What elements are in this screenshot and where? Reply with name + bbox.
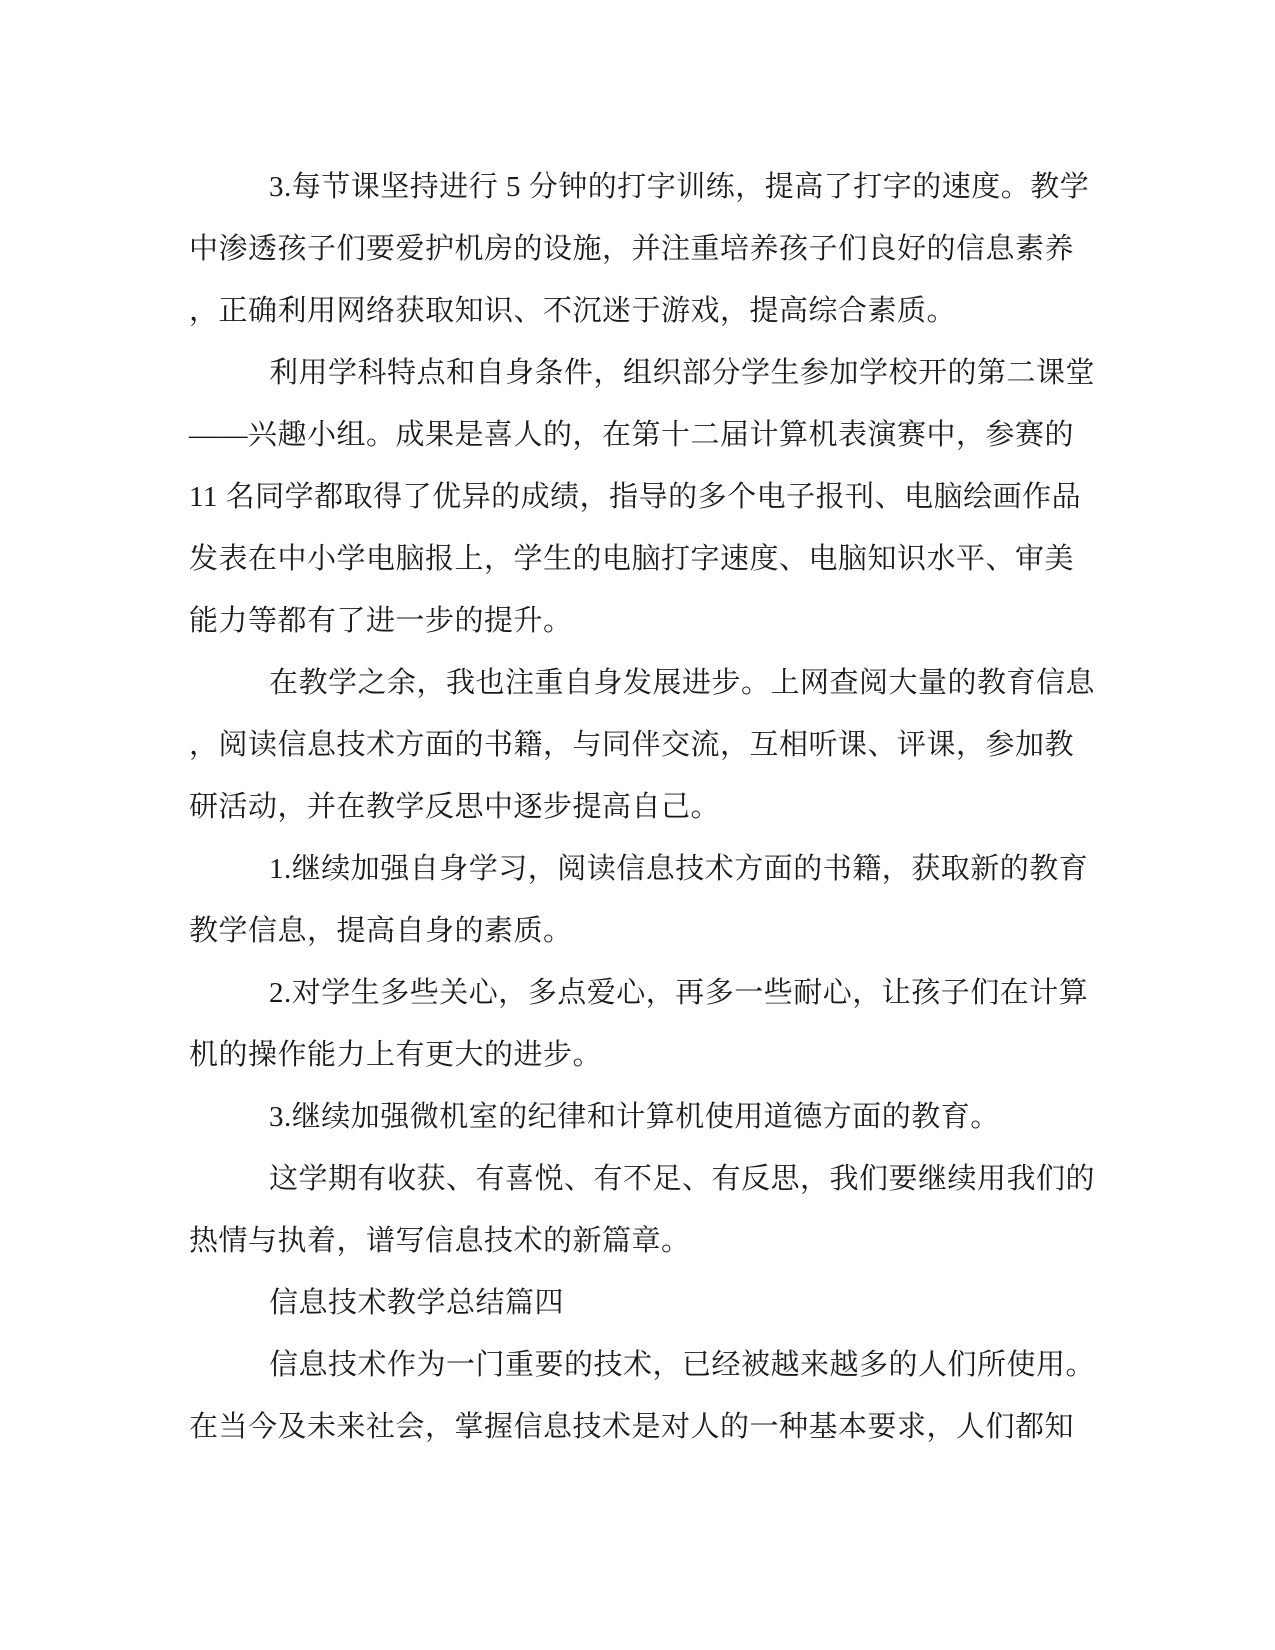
paragraph bbox=[189, 1334, 1095, 1458]
text-line: 在教学之余，我也注重自身发展进步。上网查阅大量的教育信息 bbox=[269, 667, 1096, 699]
text-line: 能力等都有了进一步的提升。 bbox=[189, 605, 573, 637]
text-line: 这学期有收获、有喜悦、有不足、有反思，我们要继续用我们的 bbox=[269, 1163, 1096, 1195]
text-line: 研活动，并在教学反思中逐步提高自己。 bbox=[189, 791, 721, 823]
paragraph bbox=[189, 838, 1095, 962]
text-line: 利用学科特点和自身条件，组织部分学生参加学校开的第二课堂 bbox=[269, 357, 1096, 389]
text-line: 3.继续加强微机室的纪律和计算机使用道德方面的教育。 bbox=[269, 1101, 1000, 1133]
paragraph bbox=[189, 1148, 1095, 1272]
text-line: 信息技术作为一门重要的技术，已经被越来越多的人们所使用。 bbox=[269, 1349, 1096, 1381]
text-line: 教学信息，提高自身的素质。 bbox=[189, 915, 573, 947]
text-line: 在当今及未来社会，掌握信息技术是对人的一种基本要求，人们都知 bbox=[189, 1411, 1075, 1443]
text-line: 11 名同学都取得了优异的成绩，指导的多个电子报刊、电脑绘画作品 bbox=[189, 481, 1082, 513]
text-line: 2.对学生多些关心，多点爱心，再多一些耐心，让孩子们在计算 bbox=[269, 977, 1089, 1009]
paragraph bbox=[189, 1272, 1095, 1334]
text-line: ，正确利用网络获取知识、不沉迷于游戏，提高综合素质。 bbox=[189, 295, 957, 327]
text-line: 热情与执着，谱写信息技术的新篇章。 bbox=[189, 1225, 691, 1257]
text-line: 3.每节课坚持进行 5 分钟的打字训练，提高了打字的速度。教学 bbox=[269, 171, 1090, 203]
text-line: 信息技术教学总结篇四 bbox=[269, 1287, 565, 1319]
paragraph bbox=[189, 1086, 1095, 1148]
document-body bbox=[189, 156, 1095, 1458]
text-line: 发表在中小学电脑报上，学生的电脑打字速度、电脑知识水平、审美 bbox=[189, 543, 1075, 575]
text-line: ，阅读信息技术方面的书籍，与同伴交流，互相听课、评课，参加教 bbox=[189, 729, 1075, 761]
paragraph bbox=[189, 652, 1095, 838]
paragraph bbox=[189, 962, 1095, 1086]
paragraph bbox=[189, 342, 1095, 652]
text-line: 机的操作能力上有更大的进步。 bbox=[189, 1039, 603, 1071]
paragraph bbox=[189, 156, 1095, 342]
text-line: 中渗透孩子们要爱护机房的设施，并注重培养孩子们良好的信息素养 bbox=[189, 233, 1075, 265]
text-line: 1.继续加强自身学习，阅读信息技术方面的书籍，获取新的教育 bbox=[269, 853, 1089, 885]
text-line: ——兴趣小组。成果是喜人的，在第十二届计算机表演赛中，参赛的 bbox=[189, 419, 1075, 451]
